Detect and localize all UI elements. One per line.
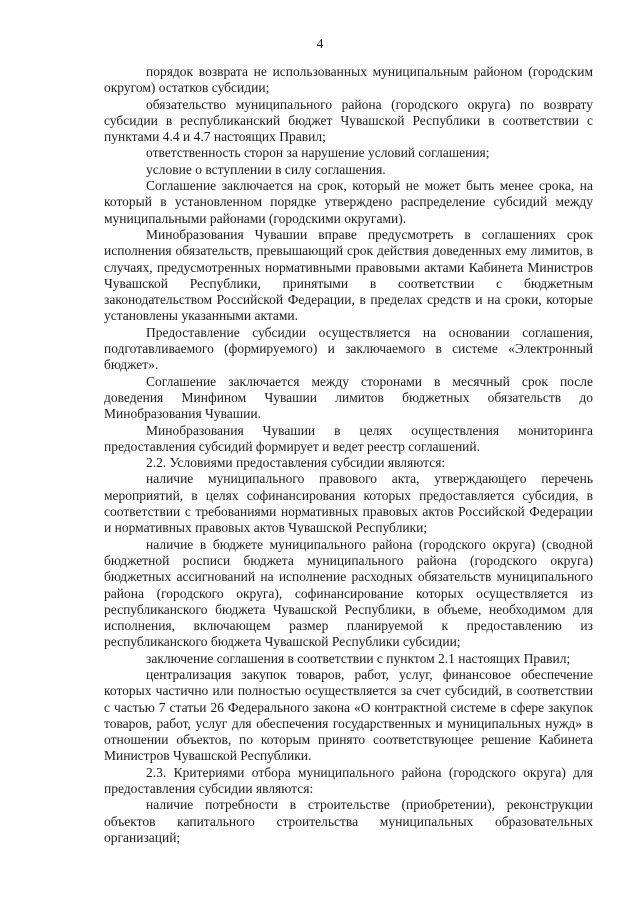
document-body bbox=[104, 64, 593, 846]
paragraph: наличие в бюджете муниципального района (городского округа) (сводной бюджетной росписи бюджета муниципального района (городского округа) бюджетных ассигнований на исполнение расходных обязательств муниципального района (городского округа), софинансирование которых осуществляется из республиканского бюджета Чувашской Республики, в объеме, необходимом для исполнения, включающем размер планируемой к предоставлению из республиканского бюджета Чувашской Республики субсидии; bbox=[104, 536, 593, 650]
paragraph: наличие муниципального правового акта, утверждающего перечень мероприятий, в целях софинансирования которых предоставляется субсидия, в соответствии с требованиями нормативных правовых актов Российской Федерации и нормативных правовых актов Чувашской Республики; bbox=[104, 471, 593, 536]
page-number: 4 bbox=[316, 36, 324, 51]
paragraph: ответственность сторон за нарушение условий соглашения; bbox=[146, 145, 490, 161]
paragraph: заключение соглашения в соответствии с пунктом 2.1 настоящих Правил; bbox=[146, 650, 571, 666]
paragraph: обязательство муниципального района (городского округа) по возврату субсидии в республиканский бюджет Чувашской Республики в соответствии с пунктами 4.4 и 4.7 настоящих Правил; bbox=[104, 96, 593, 145]
paragraph: Минобразования Чувашии в целях осуществления мониторинга предоставления субсидий формирует и ведет реестр соглашений. bbox=[104, 422, 593, 454]
paragraph: Соглашение заключается на срок, который не может быть менее срока, на который в установленном порядке утверждено распределение субсидий между муниципальными районами (городскими округами). bbox=[104, 178, 593, 226]
paragraph: условие о вступлении в силу соглашения. bbox=[146, 161, 386, 177]
paragraph: порядок возврата не использованных муниципальным районом (городским округом) остатков субсидии; bbox=[104, 64, 593, 96]
section-heading: 2.3. Критериями отбора муниципального района (городского округа) для предоставления субсидии являются: bbox=[104, 764, 593, 797]
paragraph: наличие потребности в строительстве (приобретении), реконструкции объектов капитального строительства муниципальных образовательных организаций; bbox=[104, 797, 593, 845]
paragraph: Минобразования Чувашии вправе предусмотреть в соглашениях срок исполнения обязательств, превышающий срок действия доведенных ему лимитов, в случаях, предусмотренных нормативными правовыми актами Кабинета Министров Чувашской Республики, принятыми в соответствии с бюджетным законодательством Российской Федерации, в пределах средств и на сроки, которые установлены указанными актами. bbox=[104, 226, 593, 324]
paragraph: Предоставление субсидии осуществляется на основании соглашения, подготавливаемого (формируемого) и заключаемого в системе «Электронный бюджет». bbox=[104, 324, 593, 373]
section-heading: 2.2. Условиями предоставления субсидии являются: bbox=[146, 455, 446, 471]
paragraph: централизация закупок товаров, работ, услуг, финансовое обеспечение которых частично или полностью осуществляется за счет субсидий, в соответствии с частью 7 статьи 26 Федерального закона «О контрактной системе в сфере закупок товаров, работ, услуг для обеспечения государственных и муниципальных нужд» в отношении объектов, по которым принято соответствующее решение Кабинета Министров Чувашской Республики. bbox=[104, 666, 593, 764]
paragraph: Соглашение заключается между сторонами в месячный срок после доведения Минфином Чувашии лимитов бюджетных обязательств до Минобразования Чувашии. bbox=[104, 373, 593, 422]
